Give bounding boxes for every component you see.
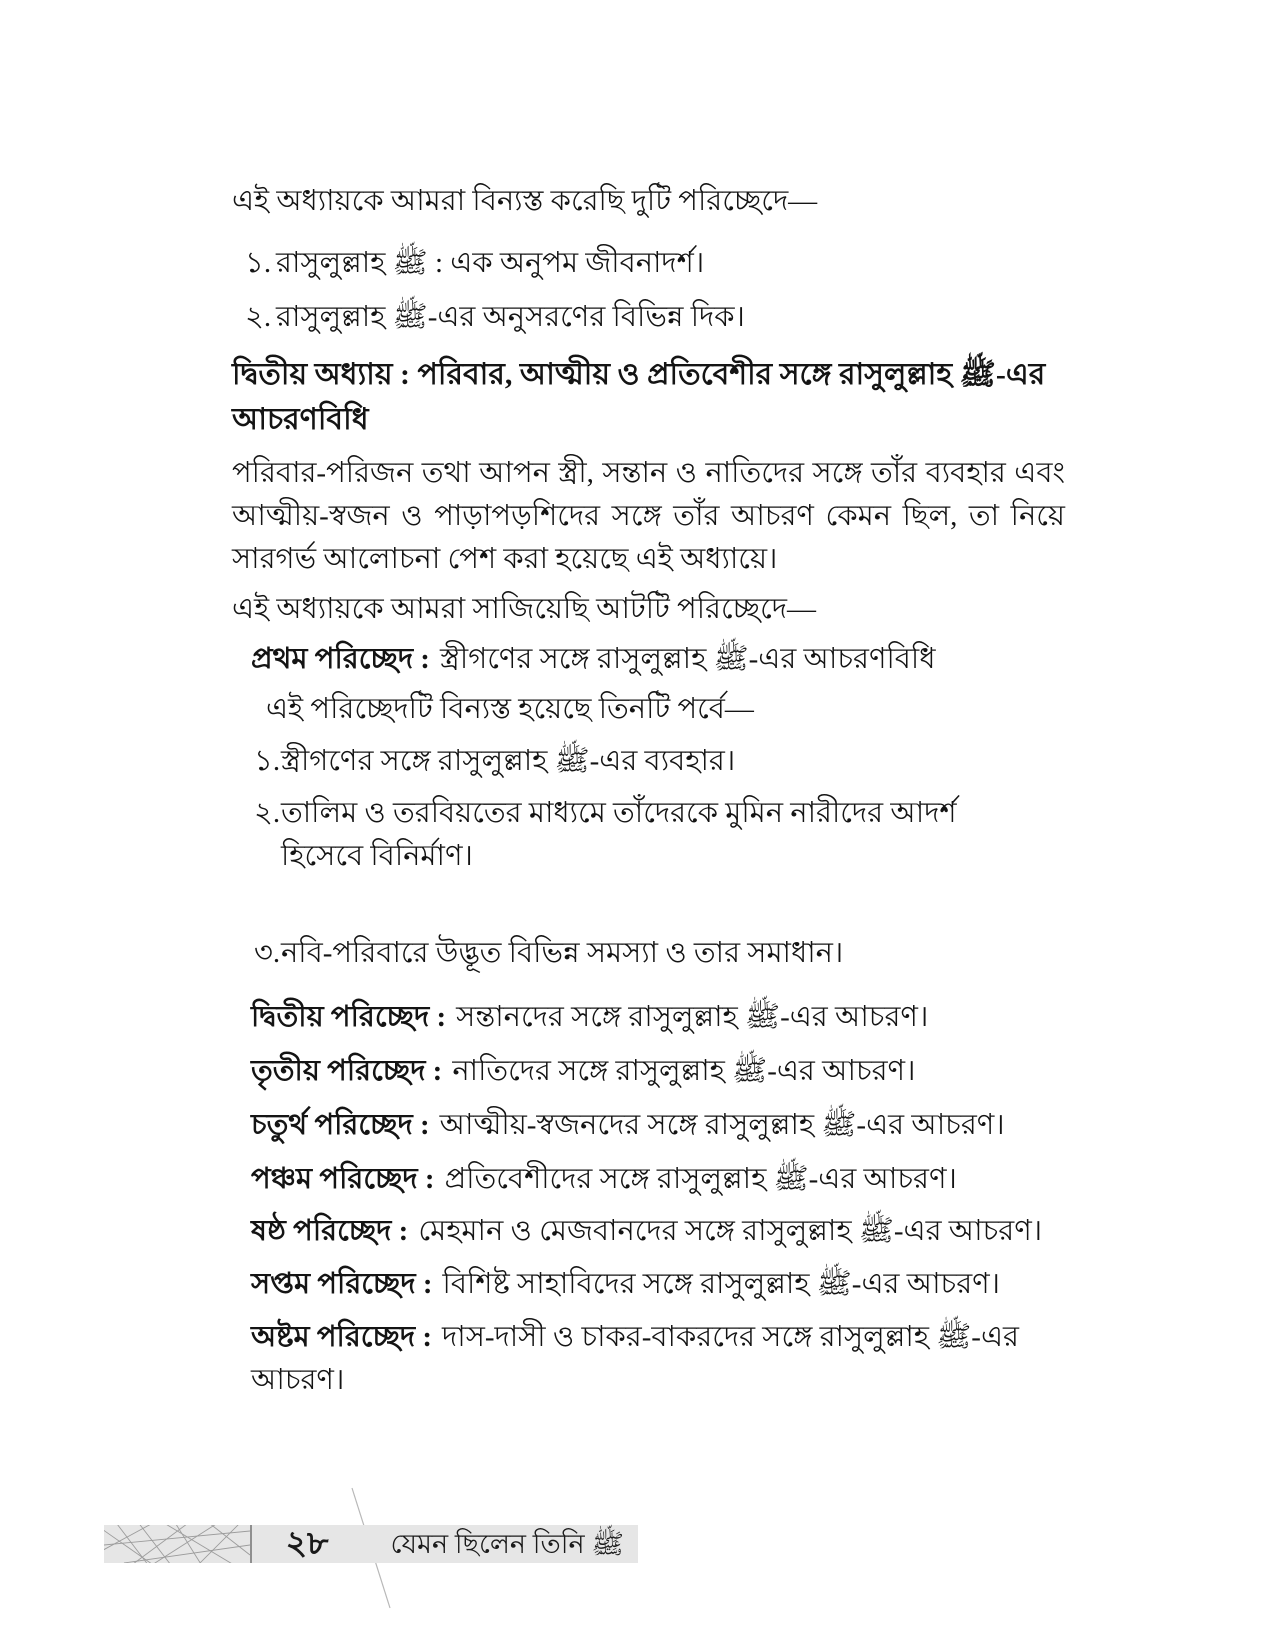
- section-row: [251, 996, 1065, 1039]
- section-label: চতুর্থ পরিচ্ছেদ :: [251, 1109, 430, 1141]
- section-label: পঞ্চম পরিচ্ছেদ :: [251, 1163, 435, 1195]
- section-label: তৃতীয় পরিচ্ছেদ :: [251, 1055, 443, 1087]
- geometric-pattern-lines: [104, 1525, 250, 1563]
- section-title: মেহমান ও মেজবানদের সঙ্গে রাসুলুল্লাহ ﷺ-এর আচরণ।: [418, 1215, 1043, 1247]
- section-label: অষ্টম পরিচ্ছেদ :: [251, 1321, 433, 1353]
- sub-list-item: [254, 932, 1044, 975]
- section-label: প্রথম পরিচ্ছেদ :: [251, 643, 430, 675]
- section-title: বিশিষ্ট সাহাবিদের সঙ্গে রাসুলুল্লাহ ﷺ-এর আচরণ।: [442, 1268, 1001, 1300]
- list-item-text: স্ত্রীগণের সঙ্গে রাসুলুল্লাহ ﷺ-এর ব্যবহার।: [281, 745, 736, 777]
- sub-list-item: [254, 792, 1044, 878]
- list-item-number: ১.: [245, 247, 272, 279]
- section-title: প্রতিবেশীদের সঙ্গে রাসুলুল্লাহ ﷺ-এর আচরণ।: [444, 1163, 957, 1195]
- section-label: দ্বিতীয় পরিচ্ছেদ :: [251, 1001, 447, 1033]
- section-row: [251, 1263, 1065, 1306]
- list-item-text: তালিম ও তরবিয়তের মাধ্যমে তাঁদেরকে মুমিন নারীদের আদর্শ হিসেবে বিনির্মাণ।: [281, 797, 957, 872]
- section-sub-lead: এই পরিচ্ছেদটি বিন্যস্ত হয়েছে তিনটি পর্বে—: [266, 693, 754, 725]
- list-item-text: রাসুলুল্লাহ ﷺ : এক অনুপম জীবনাদর্শ।: [276, 247, 705, 279]
- section-row: [251, 1050, 1065, 1093]
- list-item-text: নবি-পরিবারে উদ্ভূত বিভিন্ন সমস্যা ও তার সমাধান।: [281, 937, 844, 969]
- list-item-number: ১.: [254, 745, 281, 777]
- sub-list-item: [254, 740, 1044, 783]
- list-item-number: ২.: [245, 301, 272, 333]
- section-row: [251, 1316, 1065, 1402]
- list-item: [245, 242, 1045, 285]
- section-row: [251, 638, 1065, 681]
- section-row: [251, 1104, 1065, 1147]
- list-item-number: ৩.: [254, 937, 281, 969]
- chapter-two-lead: এই অধ্যায়কে আমরা সাজিয়েছি আটটি পরিচ্ছেদে—: [232, 593, 816, 625]
- section-row: [251, 1210, 1065, 1253]
- section-row: [251, 1158, 1065, 1201]
- page-number: ২৮: [285, 1526, 329, 1562]
- section-title: স্ত্রীগণের সঙ্গে রাসুলুল্লাহ ﷺ-এর আচরণবিধি: [439, 643, 936, 675]
- chapter-one-lead: এই অধ্যায়কে আমরা বিন্যস্ত করেছি দুটি পরিচ্ছেদে—: [232, 185, 818, 217]
- section-title: সন্তানদের সঙ্গে রাসুলুল্লাহ ﷺ-এর আচরণ।: [456, 1001, 929, 1033]
- section-title: নাতিদের সঙ্গে রাসুলুল্লাহ ﷺ-এর আচরণ।: [452, 1055, 916, 1087]
- list-item-number: ২.: [254, 797, 281, 829]
- geometric-pattern: [104, 1525, 252, 1563]
- list-item: [245, 296, 1045, 339]
- chapter-summary: পরিবার-পরিজন তথা আপন স্ত্রী, সন্তান ও নাতিদের সঙ্গে তাঁর ব্যবহার এবং আত্মীয়-স্বজন ও পাড়াপড়শিদের সঙ্গে তাঁর আচরণ কেমন ছিল, তা নিয়ে সারগর্ভ আলোচনা পেশ করা হয়েছে এই অধ্যায়ে।: [232, 457, 1065, 575]
- section-label: সপ্তম পরিচ্ছেদ :: [251, 1268, 433, 1300]
- section-title: আত্মীয়-স্বজনদের সঙ্গে রাসুলুল্লাহ ﷺ-এর আচরণ।: [439, 1109, 1005, 1141]
- section-label: ষষ্ঠ পরিচ্ছেদ :: [251, 1215, 409, 1247]
- list-item-text: রাসুলুল্লাহ ﷺ-এর অনুসরণের বিভিন্ন দিক।: [276, 301, 745, 333]
- footer-bar: [104, 1525, 638, 1563]
- section-title: দাস-দাসী ও চাকর-বাকরদের সঙ্গে রাসুলুল্লাহ ﷺ-এর আচরণ।: [251, 1321, 1019, 1396]
- running-book-title: যেমন ছিলেন তিনি ﷺ: [390, 1529, 624, 1559]
- chapter-heading: দ্বিতীয় অধ্যায় : পরিবার, আত্মীয় ও প্রতিবেশীর সঙ্গে রাসুলুল্লাহ ﷺ-এর আচরণবিধি: [232, 358, 1046, 436]
